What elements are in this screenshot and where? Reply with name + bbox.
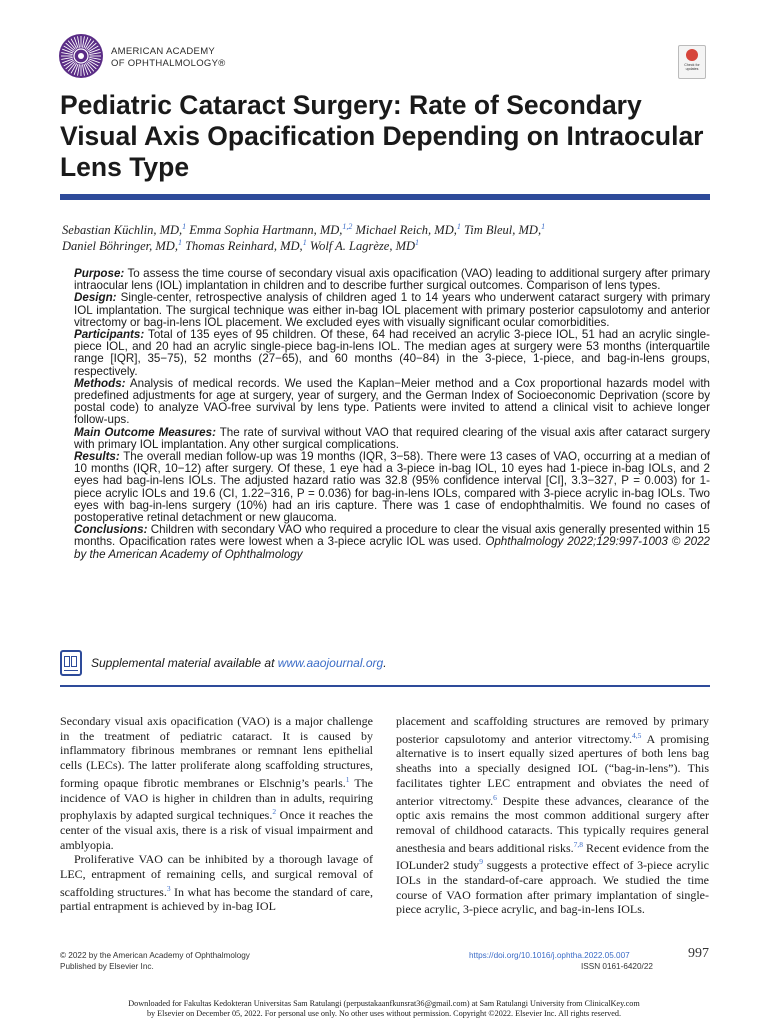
author-affiliation: 1	[541, 222, 546, 231]
abstract-participants: Participants: Total of 135 eyes of 95 children. Of these, 64 had received an acrylic 3-piece IOL, 51 had an acrylic single-piece IOL, and 20 had an acrylic single-piece bag-in-lens IOL. The median ages at surgery were 53 months (interquartile range [IQR], 35−75), 52 months (27−65), and 60 months (40−84) in the 3-piece, 1-piece, and bag-in-lens groups, respectively.	[74, 328, 710, 378]
reference-link[interactable]: 4,5	[632, 730, 642, 740]
reference-link[interactable]: 6	[493, 792, 497, 802]
author-name: Wolf A. Lagrèze, MD	[309, 239, 416, 254]
abstract-outcome-measures: Main Outcome Measures: The rate of survival without VAO that required clearing of the visual axis after cataract surgery with primary IOL implantation. Any other surgical complications.	[74, 425, 711, 451]
reference-link[interactable]: 1	[345, 774, 350, 784]
org-name-line2: OF OPHTHALMOLOGY®	[111, 58, 226, 69]
abstract-methods: Methods: Analysis of medical records. We used the Kaplan−Meier method and a Cox proportional hazards model with predefined adjustments for age at surgery, year of surgery, and the German Index of Socioeconomic Deprivation (score by postal code) to analyze VAO-free survival by lens type. Patients were invited to attend a clinical visit to achieve longer follow-ups.	[74, 376, 710, 427]
abstract-design: Design: Single-center, retrospective analysis of children aged 1 to 14 years who underwent cataract surgery with primary IOL implantation. The surgical technique was either in-bag IOL placement with primary posterior capsulotomy and anterior vitrectomy or bag-in-lens IOL placement. We excluded eyes with visually significant ocular comorbidities.	[74, 291, 710, 329]
author-affiliation: 1	[182, 222, 187, 231]
reference-link[interactable]: 7,8	[573, 839, 584, 849]
copyright-note: © 2022 by the American Academy of Ophthalmology	[60, 951, 250, 960]
publisher-note: Published by Elsevier Inc.	[60, 962, 154, 971]
book-icon	[60, 650, 82, 676]
author-affiliation: 1	[177, 238, 182, 247]
aao-logo-icon	[58, 33, 104, 79]
page-number: 997	[688, 946, 709, 961]
supplemental-note: Supplemental material available at www.aaojournal.org.	[91, 656, 387, 670]
author-line-1	[62, 222, 712, 238]
abstract-conclusions: Conclusions: Children with secondary VAO who required a procedure to clear the visual axis generally presented within 15 months. Opacification rates were lowest when a 3-piece acrylic IOL was used. Ophthalmology 2022;129:997-1003 © 2022 by the American Academy of Ophthalmology	[74, 523, 710, 561]
abstract-results: Results: The overall median follow-up was 19 months (IQR, 3−58). There were 13 cases of VAO, occurring at a median of 10 months (IQR, 10−12) after surgery. Of these, 1 eye had a 3-piece in-bag IOL, 10 eyes had 1-piece in-bag IOLs, and 2 eyes had bag-in-lens IOLs. The adjusted hazard ratio was 32.8 (95% confidence interval [CI], 3.3−327, P = 0.003) for 1-piece acrylic IOLs and 19.6 (CI, 1.22−316, P = 0.036) for bag-in-lens IOLs, compared with 3-piece acrylic in-bag IOLs. Two eyes with bag-in-lens surgery (10%) had an iris capture. There was 1 case of endophthalmitis. We found no cases of postoperative retinal detachment or new glaucoma.	[74, 450, 710, 525]
journal-citation: Ophthalmology 2022;129:997-1003 © 2022 by the American Academy of Ophthalmology	[74, 535, 710, 561]
author-name: Michael Reich, MD,	[355, 223, 457, 238]
author-affiliation: 1	[415, 238, 420, 247]
author-line-2	[62, 238, 712, 254]
reference-link[interactable]: 9	[479, 857, 483, 867]
check-updates-label: Check for updates	[684, 63, 700, 71]
issn: ISSN 0161-6420/22	[581, 962, 653, 971]
author-name: Daniel Böhringer, MD,	[62, 239, 178, 254]
article-title: Pediatric Cataract Surgery: Rate of Secondary Visual Axis Opacification Depending on Intraocular Lens Type	[60, 90, 704, 182]
reference-link[interactable]: 2	[272, 807, 277, 817]
doi-link[interactable]: https://doi.org/10.1016/j.ophtha.2022.05.007	[469, 951, 630, 960]
title-divider	[60, 194, 710, 200]
author-affiliation: 1,2	[342, 222, 353, 231]
author-affiliation: 1	[302, 238, 307, 247]
download-notice-2: by Elsevier on December 05, 2022. For personal use only. No other uses without permission. Copyright ©2022. Elsevier Inc. All rights reserved.	[146, 1009, 622, 1018]
author-affiliation: 1	[456, 222, 461, 231]
author-name: Emma Sophia Hartmann, MD,	[189, 223, 343, 238]
body-column-right	[396, 714, 709, 917]
author-name: Tim Bleul, MD,	[464, 223, 542, 238]
author-name: Thomas Reinhard, MD,	[185, 239, 303, 254]
author-name: Sebastian Küchlin, MD,	[62, 223, 183, 238]
abstract	[60, 268, 710, 561]
download-notice-1: Downloaded for Fakultas Kedokteran Universitas Sam Ratulangi (perpustakaanfkunsrat36@gmail.com) at Sam Ratulangi University from ClinicalKey.com	[128, 999, 640, 1008]
abstract-purpose: Purpose: To assess the time course of secondary visual axis opacification (VAO) leading to additional surgery after primary intraocular lens (IOL) implantation in children and to describe further surgical outcomes. Comparison of lens types.	[74, 267, 710, 293]
body-column-left	[60, 714, 373, 914]
supplemental-link[interactable]: www.aaojournal.org	[277, 656, 384, 670]
org-name-line1: AMERICAN ACADEMY	[111, 46, 216, 57]
body-paragraph: Proliferative VAO can be inhibited by a thorough lavage of LEC, entrapment of remaining cells, and surgical removal of scaffolding structures.$^3$ In what has become the standard of care, partial entrapment is achieved by in-bag IOL	[60, 852, 373, 914]
check-for-updates-icon[interactable]	[678, 45, 706, 79]
body-divider	[60, 685, 710, 687]
body-paragraph: placement and scaffolding structures are removed by primary posterior capsulotomy and anterior vitrectomy.$^{4,5}$ A promising alternative is to insert equally sized apertures of both lens bag sheaths into a specially designed IOL (“bag-in-lens”). This facilitates tighter LEC entrapment and obviates the need of anterior vitrectomy.$^6$ Despite these advances, clearance of the optic axis remains the most common additional surgery after removal of childhood cataracts. This typically requires general anesthesia and bears additional risks.$^{7,8}$ Recent evidence from the IOLunder2 study$^9$ suggests a protective effect of 3-piece acrylic IOLs in the standard-of-care approach. We studied the time course of VAO formation after primary implantation of single-piece acrylic, 3-piece acrylic, and bag-in-lens IOLs.	[396, 714, 709, 917]
reference-link[interactable]: 3	[166, 883, 171, 893]
body-paragraph: Secondary visual axis opacification (VAO) is a major challenge in the treatment of pediatric cataract. It is caused by inflammatory fibrinous membranes or remnant lens epithelial cells (LECs). The latter proliferate along scaffolding structures, forming opaque fibrotic membranes or Elschnig’s pearls.$^1$ The incidence of VAO is higher in children than in adults, requiring prophylaxis by adapted surgical techniques.$^2$ Once it reaches the center of the visual axis, there is a risk of visual impairment and amblyopia.	[60, 714, 373, 852]
